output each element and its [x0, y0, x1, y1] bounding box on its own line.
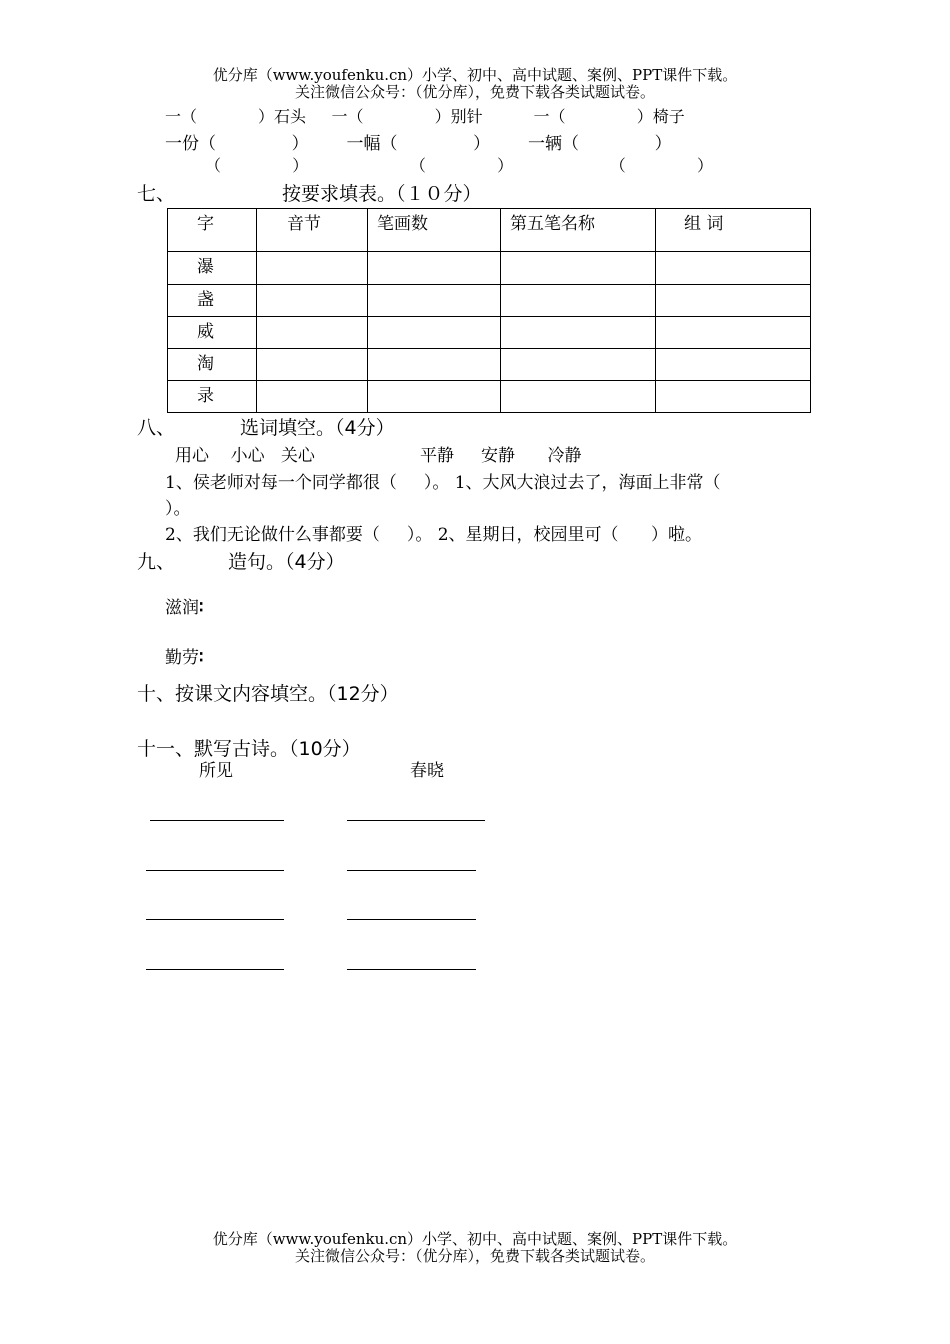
answer-cell[interactable] — [501, 317, 656, 349]
section-7-number: 七、 — [137, 183, 176, 205]
header-cell: 字 — [168, 209, 257, 252]
writing-line[interactable] — [146, 919, 284, 920]
writing-line[interactable] — [146, 969, 284, 970]
table-row — [168, 317, 811, 349]
answer-cell[interactable] — [501, 381, 656, 413]
table-row — [168, 285, 811, 317]
sentence-word-2: 勤劳 — [165, 648, 199, 668]
answer-cell[interactable] — [368, 317, 501, 349]
answer-cell[interactable] — [257, 381, 368, 413]
section-11-title: 十一、默写古诗。（10分） — [137, 738, 361, 760]
answer-cell[interactable] — [257, 285, 368, 317]
table-row — [168, 252, 811, 285]
section-8-number: 八、 — [137, 417, 176, 439]
poem-title-1: 所见 — [199, 761, 233, 781]
question-2: 2、我们无论做什么事都要（ ）。 2、星期日，校园里可（ ）啦。 — [165, 525, 702, 545]
char-cell: 瀑 — [168, 252, 257, 285]
section-9-title: 造句。（4分） — [228, 551, 345, 573]
fill-in-table — [167, 208, 811, 413]
writing-line[interactable] — [150, 820, 284, 821]
section-10-title: 十、按课文内容填空。（12分） — [137, 683, 399, 705]
colon-2: ∶ — [199, 648, 204, 668]
answer-cell[interactable] — [656, 349, 811, 381]
question-1-continued: ）。 — [165, 499, 191, 519]
writing-line[interactable] — [347, 919, 476, 920]
sentence-item-2 — [165, 643, 203, 668]
answer-cell[interactable] — [257, 317, 368, 349]
char-cell: 盏 — [168, 285, 257, 317]
answer-cell[interactable] — [368, 349, 501, 381]
word-choices-a: 用心 小心 关心 — [175, 446, 315, 466]
table-header-row — [168, 209, 811, 252]
section-9-number: 九、 — [137, 551, 176, 573]
poem-title-2: 春晓 — [410, 761, 444, 781]
answer-cell[interactable] — [656, 317, 811, 349]
footer-line-2: 关注微信公众号：（优分库），免费下载各类试题试卷。 — [294, 1247, 655, 1265]
answer-cell[interactable] — [368, 381, 501, 413]
header-cell: 笔画数 — [368, 209, 501, 252]
section-8-title: 选词填空。（4分） — [240, 417, 395, 439]
writing-line[interactable] — [347, 969, 476, 970]
char-cell: 威 — [168, 317, 257, 349]
writing-line[interactable] — [347, 870, 476, 871]
answer-cell[interactable] — [501, 349, 656, 381]
header-cell: 组 词 — [656, 209, 811, 252]
header-cell: 音节 — [257, 209, 368, 252]
section-7-title: 按要求填表。（１０分） — [282, 183, 482, 205]
header-cell: 第五笔名称 — [501, 209, 656, 252]
answer-cell[interactable] — [368, 285, 501, 317]
measure-row-3: （ ） （ ） （ ） — [205, 156, 713, 175]
answer-cell[interactable] — [257, 252, 368, 285]
answer-cell[interactable] — [656, 285, 811, 317]
char-cell: 淘 — [168, 349, 257, 381]
footer-line-1: 优分库（www.youfenku.cn）小学、初中、高中试题、案例、PPT课件下载。 — [212, 1230, 738, 1248]
header-line-2: 关注微信公众号：（优分库），免费下载各类试题试卷。 — [294, 83, 655, 101]
answer-cell[interactable] — [501, 285, 656, 317]
measure-row-2: 一份（ ） 一幅（ ） 一辆（ ） — [165, 134, 672, 154]
writing-line[interactable] — [347, 820, 485, 821]
answer-cell[interactable] — [656, 381, 811, 413]
answer-cell[interactable] — [501, 252, 656, 285]
colon-1: ∶ — [199, 598, 204, 618]
table-row — [168, 381, 811, 413]
answer-cell[interactable] — [257, 349, 368, 381]
word-choices-b: 平静 安静 冷静 — [420, 446, 582, 466]
char-cell: 录 — [168, 381, 257, 413]
table-row — [168, 349, 811, 381]
sentence-item-1 — [165, 593, 203, 618]
answer-cell[interactable] — [368, 252, 501, 285]
measure-row-1: 一（ ）石头 一（ ）别针 一（ ）椅子 — [165, 107, 685, 126]
answer-cell[interactable] — [656, 252, 811, 285]
question-1: 1、侯老师对每一个同学都很（ ）。 1、大风大浪过去了，海面上非常（ — [165, 473, 721, 493]
header-line-1: 优分库（www.youfenku.cn）小学、初中、高中试题、案例、PPT课件下载。 — [212, 66, 738, 84]
sentence-word-1: 滋润 — [165, 598, 199, 618]
writing-line[interactable] — [146, 870, 284, 871]
